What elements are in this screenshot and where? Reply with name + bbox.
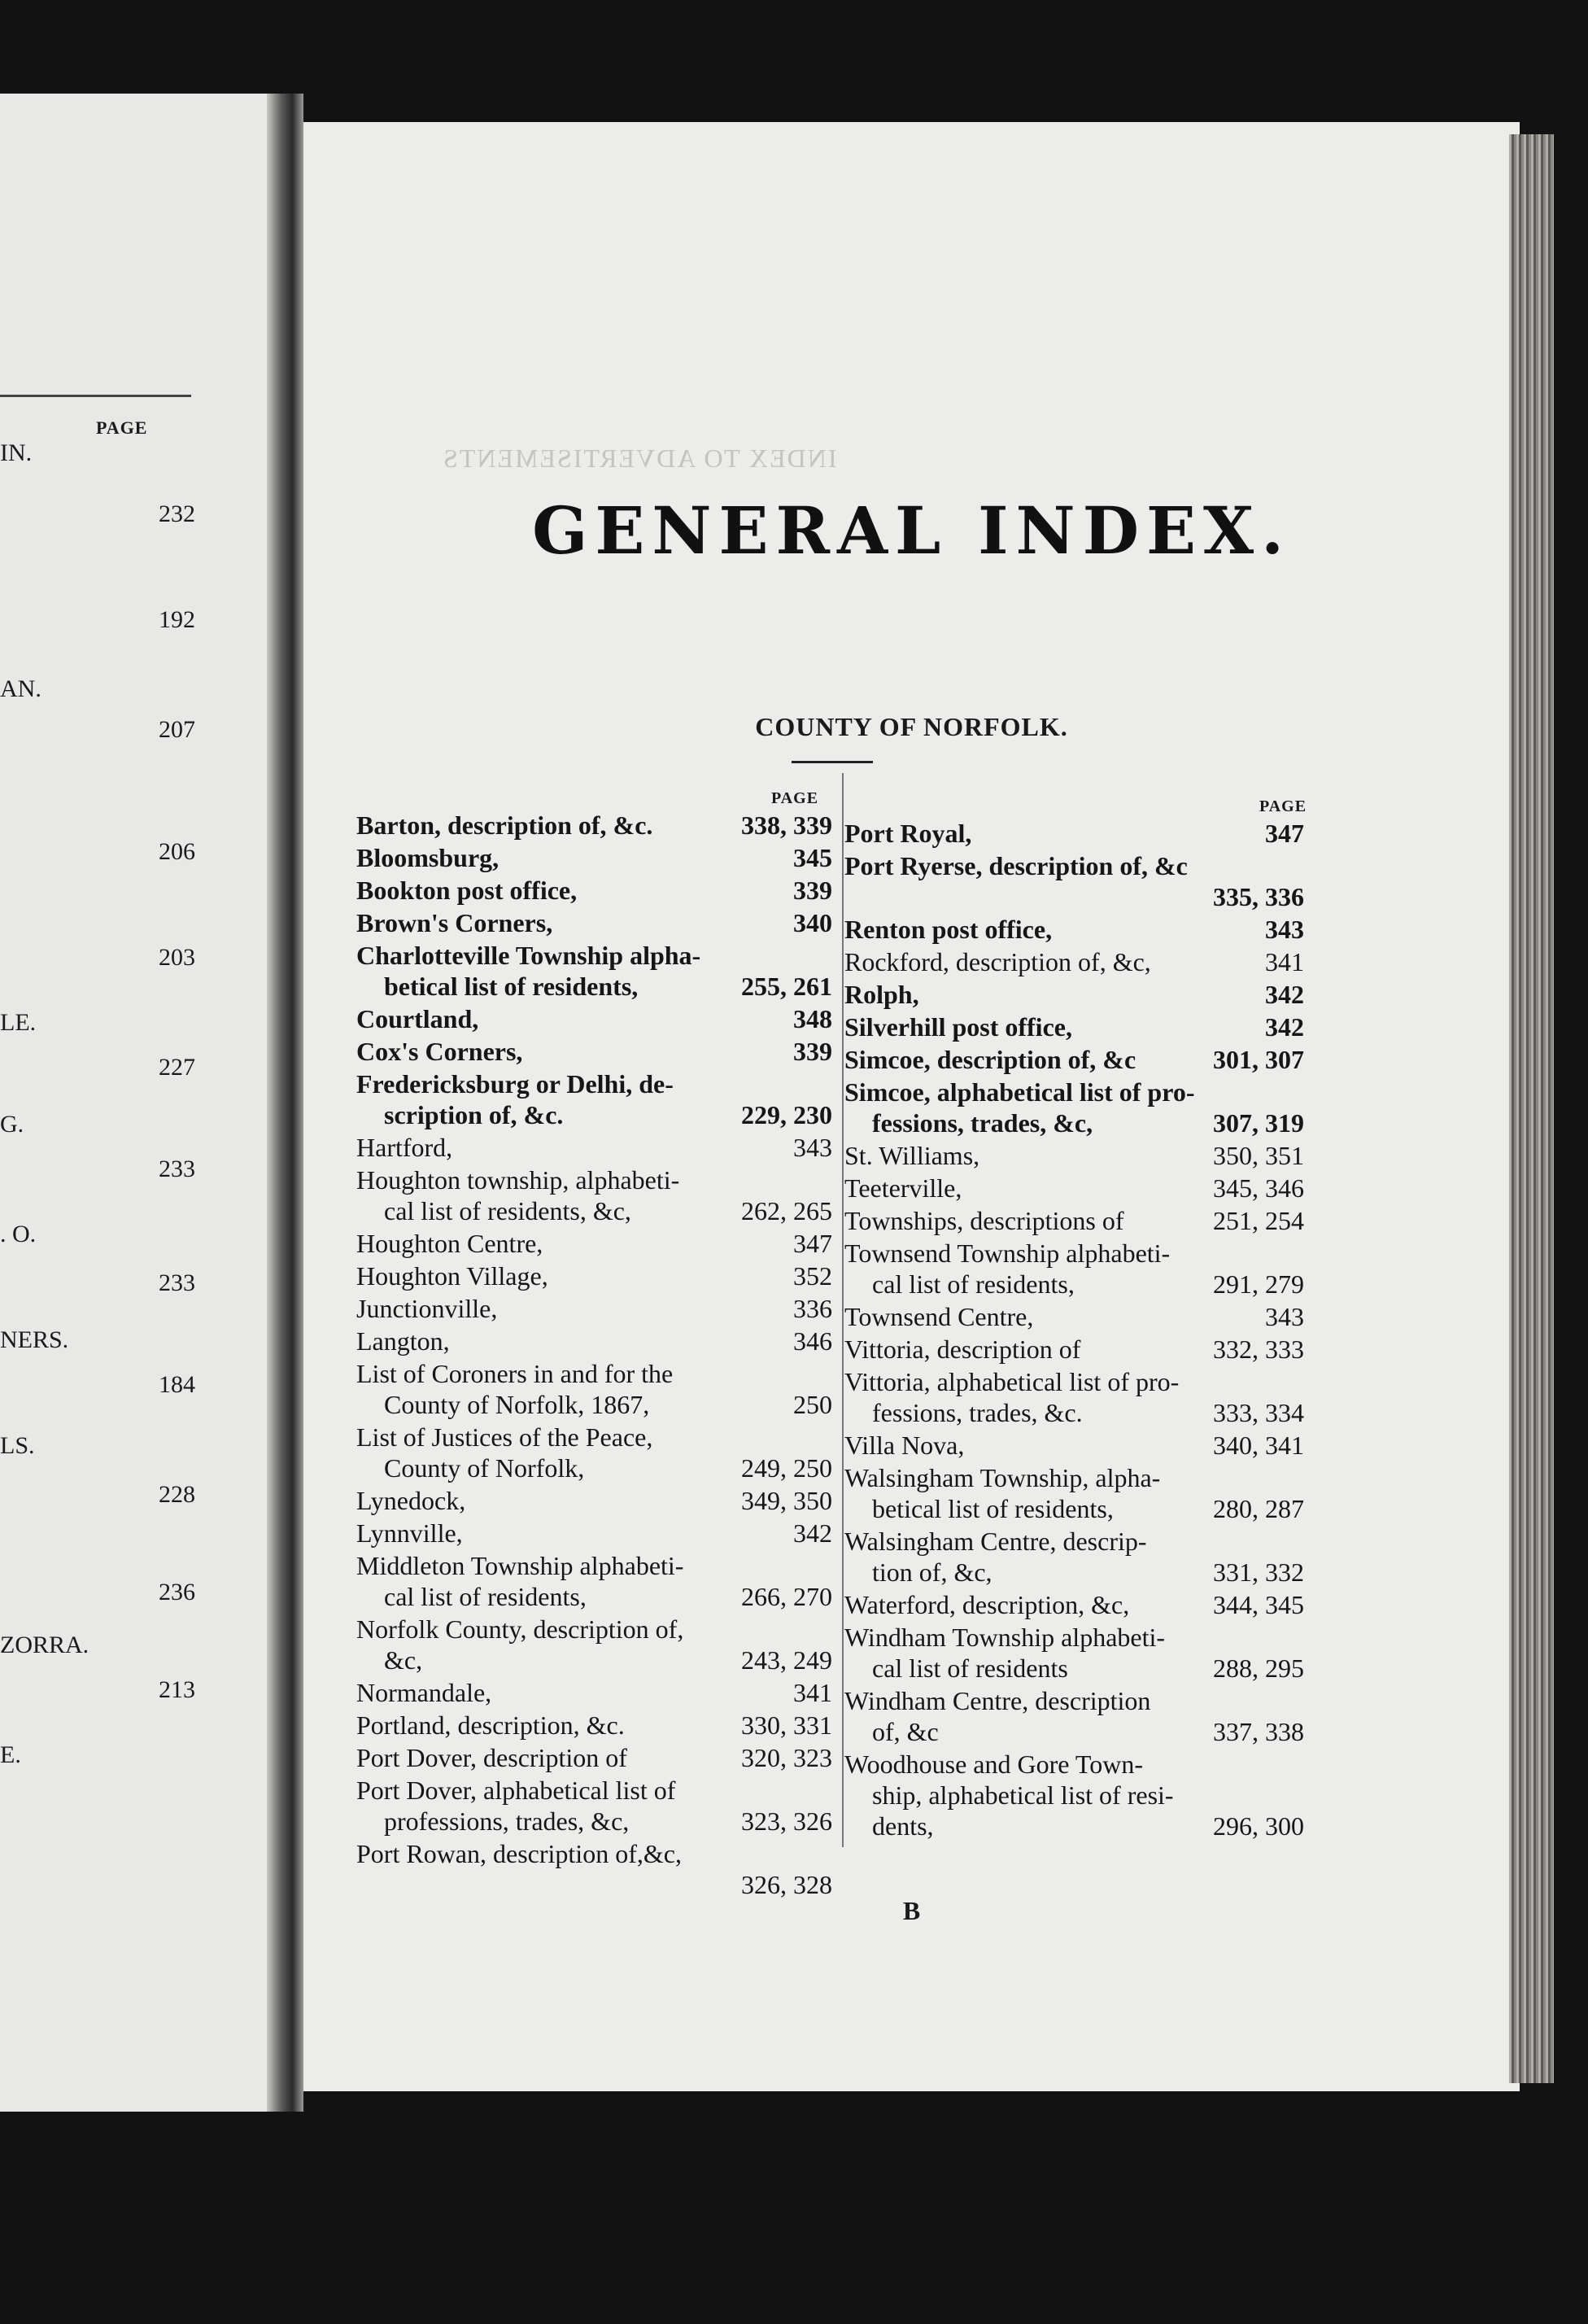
index-entry <box>356 810 832 841</box>
left-row-text: LS. <box>0 1432 35 1459</box>
entry-continuation: ship, alphabetical list of resi- <box>872 1780 1174 1810</box>
index-entry <box>356 1422 832 1483</box>
page-subtitle: COUNTY OF NORFOLK. <box>755 712 1068 741</box>
entry-text: Hartford, <box>356 1133 453 1162</box>
entry-continuation: betical list of residents, <box>384 972 639 1001</box>
index-entry <box>356 1228 832 1259</box>
entry-continuation: scription of, &c. <box>384 1100 564 1129</box>
index-entry <box>844 914 1304 945</box>
entry-continuation: cal list of residents, <box>384 1582 587 1611</box>
index-entry <box>356 1550 832 1612</box>
right-column-page-header: PAGE <box>1259 797 1307 815</box>
entry-page-number: 340 <box>793 908 832 937</box>
index-entry <box>844 1749 1304 1841</box>
index-entry <box>844 1685 1304 1747</box>
entry-text: Windham Township alphabeti- <box>844 1623 1166 1652</box>
index-entry <box>356 1518 832 1549</box>
entry-page-number: 301, 307 <box>1213 1045 1304 1074</box>
index-entry <box>356 1358 832 1420</box>
left-row-page: 227 <box>159 1054 195 1081</box>
left-row-page: 203 <box>159 944 195 971</box>
left-row-page: 233 <box>159 1155 195 1182</box>
entry-page-number: 347 <box>1265 819 1304 848</box>
index-entry <box>356 875 832 906</box>
index-entry <box>356 907 832 938</box>
index-page <box>303 122 1520 2091</box>
index-entry <box>356 842 832 873</box>
entry-continuation: professions, trades, &c, <box>384 1806 630 1836</box>
index-entry <box>356 1742 832 1773</box>
entry-text: Renton post office, <box>844 915 1053 944</box>
index-entry <box>356 1485 832 1516</box>
index-entry <box>844 1205 1304 1236</box>
entry-page-number: 338, 339 <box>741 810 832 840</box>
entry-page-number: 243, 249 <box>741 1645 832 1675</box>
index-entry <box>844 946 1304 977</box>
entry-text: Vittoria, alphabetical list of pro- <box>844 1367 1180 1396</box>
entry-page-number: 339 <box>793 876 832 905</box>
left-row-page: 232 <box>159 500 195 527</box>
index-entry <box>844 1366 1304 1428</box>
entry-page-number: 348 <box>793 1004 832 1033</box>
index-entry <box>356 1677 832 1708</box>
entry-text: Houghton Centre, <box>356 1229 543 1258</box>
entry-continuation: tion of, &c, <box>872 1557 992 1587</box>
index-entry <box>356 1132 832 1163</box>
entry-text: Townships, descriptions of <box>844 1206 1124 1235</box>
page-edges <box>1509 134 1554 2083</box>
entry-page-number: 352 <box>793 1261 832 1291</box>
subtitle-rule <box>792 761 873 763</box>
entry-page-number: 347 <box>793 1229 832 1258</box>
entry-page-number: 307, 319 <box>1213 1108 1304 1138</box>
left-row-page: 233 <box>159 1269 195 1296</box>
entry-text: Cox's Corners, <box>356 1037 523 1066</box>
left-row-page: 228 <box>159 1481 195 1508</box>
index-entry <box>844 1044 1304 1075</box>
index-entry <box>844 1622 1304 1684</box>
entry-text: Port Dover, description of <box>356 1743 627 1772</box>
entry-page-number: 344, 345 <box>1213 1590 1304 1619</box>
book-gutter <box>267 94 303 2112</box>
entry-text: Houghton Village, <box>356 1261 548 1291</box>
left-row-text: IN. <box>0 439 33 466</box>
entry-text: Norfolk County, description of, <box>356 1614 684 1644</box>
entry-text: Villa Nova, <box>844 1431 965 1460</box>
left-page-rule <box>0 395 191 397</box>
entry-page-number: 342 <box>1265 1012 1304 1042</box>
entry-continuation: cal list of residents, &c, <box>384 1196 631 1225</box>
index-entry <box>356 1838 832 1900</box>
entry-text: Port Ryerse, description of, &c <box>844 851 1188 880</box>
index-entry <box>356 1036 832 1067</box>
entry-text: Port Royal, <box>844 819 972 848</box>
entry-text: Fredericksburg or Delhi, de- <box>356 1069 674 1099</box>
entry-text: Walsingham Centre, descrip- <box>844 1527 1147 1556</box>
entry-page-number: 251, 254 <box>1213 1206 1304 1235</box>
entry-text: Waterford, description, &c, <box>844 1590 1130 1619</box>
index-entry <box>844 850 1304 912</box>
left-column-page-header: PAGE <box>771 789 819 807</box>
left-row-text: . O. <box>0 1221 37 1247</box>
entry-text: St. Williams, <box>844 1141 980 1170</box>
entry-continuation: &c, <box>384 1645 423 1675</box>
index-entry <box>356 1068 832 1130</box>
index-entry <box>844 979 1304 1010</box>
entry-text: Windham Centre, description <box>844 1686 1151 1715</box>
entry-continuation: cal list of residents <box>872 1653 1068 1683</box>
entry-page-number: 346 <box>793 1326 832 1356</box>
index-entry <box>844 1589 1304 1620</box>
entry-page-number: 343 <box>1265 915 1304 944</box>
entry-page-number: 250 <box>793 1390 832 1419</box>
left-row-text: E. <box>0 1741 21 1768</box>
entry-text: Courtland, <box>356 1004 479 1033</box>
entry-page-number: 323, 326 <box>741 1806 832 1836</box>
entry-page-number: 266, 270 <box>741 1582 832 1611</box>
entry-text: Walsingham Township, alpha- <box>844 1463 1161 1492</box>
signature-mark: B <box>902 1896 921 1925</box>
left-row-text: NERS. <box>0 1326 69 1353</box>
entry-text: List of Justices of the Peace, <box>356 1422 653 1452</box>
entry-page-number: 326, 328 <box>741 1870 832 1899</box>
entry-page-number: 341 <box>793 1678 832 1707</box>
index-entry <box>844 818 1304 849</box>
left-facing-page <box>0 94 267 2112</box>
index-entry <box>356 1260 832 1291</box>
entry-page-number: 343 <box>1265 1302 1304 1331</box>
entry-page-number: 337, 338 <box>1213 1717 1304 1746</box>
left-row-text: AN. <box>0 675 41 702</box>
entry-page-number: 331, 332 <box>1213 1557 1304 1587</box>
index-entry <box>844 1140 1304 1171</box>
index-entry <box>356 1614 832 1675</box>
page-title: GENERAL INDEX. <box>532 492 1291 569</box>
entry-text: Bookton post office, <box>356 876 578 905</box>
index-entry <box>844 1301 1304 1332</box>
index-entry <box>356 1003 832 1034</box>
index-entry <box>844 1238 1304 1300</box>
entry-text: Port Rowan, description of,&c, <box>356 1839 682 1868</box>
entry-continuation: of, &c <box>872 1717 939 1746</box>
index-entry <box>356 940 832 1002</box>
entry-page-number: 335, 336 <box>1213 882 1304 911</box>
entry-text: Normandale, <box>356 1678 492 1707</box>
entry-text: Simcoe, alphabetical list of pro- <box>844 1077 1195 1107</box>
entry-text: Middleton Township alphabeti- <box>356 1551 684 1580</box>
entry-page-number: 342 <box>793 1518 832 1548</box>
entry-text: Junctionville, <box>356 1294 498 1323</box>
entry-continuation: County of Norfolk, 1867, <box>384 1390 650 1419</box>
entry-page-number: 340, 341 <box>1213 1431 1304 1460</box>
entry-continuation: cal list of residents, <box>872 1269 1075 1299</box>
entry-page-number: 249, 250 <box>741 1453 832 1483</box>
entry-text: List of Coroners in and for the <box>356 1359 674 1388</box>
index-entry <box>844 1462 1304 1524</box>
entry-page-number: 288, 295 <box>1213 1653 1304 1683</box>
entry-page-number: 339 <box>793 1037 832 1066</box>
index-entry <box>844 1011 1304 1042</box>
entry-text: Houghton township, alphabeti- <box>356 1165 680 1195</box>
left-row-page: 184 <box>159 1371 195 1398</box>
entry-text: Charlotteville Township alpha- <box>356 941 701 970</box>
entry-text: Barton, description of, &c. <box>356 810 653 840</box>
entry-page-number: 342 <box>1265 980 1304 1009</box>
entry-page-number: 296, 300 <box>1213 1811 1304 1841</box>
entry-page-number: 349, 350 <box>741 1486 832 1515</box>
entry-text: Woodhouse and Gore Town- <box>844 1750 1143 1779</box>
index-entry <box>844 1173 1304 1204</box>
entry-text: Port Dover, alphabetical list of <box>356 1776 676 1805</box>
index-entry <box>356 1710 832 1741</box>
entry-page-number: 255, 261 <box>741 972 832 1001</box>
entry-page-number: 333, 334 <box>1213 1398 1304 1427</box>
left-row-page: 207 <box>159 716 195 743</box>
entry-text: Lynedock, <box>356 1486 466 1515</box>
entry-page-number: 280, 287 <box>1213 1494 1304 1523</box>
index-entry <box>356 1326 832 1356</box>
entry-page-number: 350, 351 <box>1213 1141 1304 1170</box>
entry-text: Townsend Centre, <box>844 1302 1034 1331</box>
entry-text: Portland, description, &c. <box>356 1710 625 1740</box>
entry-continuation: County of Norfolk, <box>384 1453 585 1483</box>
index-entry <box>356 1775 832 1837</box>
index-entry <box>844 1334 1304 1365</box>
entry-text: Langton, <box>356 1326 450 1356</box>
entry-page-number: 336 <box>793 1294 832 1323</box>
left-row-page: 206 <box>159 838 195 865</box>
entry-continuation: dents, <box>872 1811 934 1841</box>
entry-text: Rockford, description of, &c, <box>844 947 1151 976</box>
entry-text: Teeterville, <box>844 1173 962 1203</box>
index-entry <box>844 1077 1304 1138</box>
left-row-page: 213 <box>159 1676 195 1703</box>
entry-continuation: fessions, trades, &c, <box>872 1108 1093 1138</box>
entry-page-number: 345 <box>793 843 832 872</box>
entry-text: Brown's Corners, <box>356 908 553 937</box>
entry-text: Bloomsburg, <box>356 843 500 872</box>
left-page-header: PAGE <box>96 417 148 438</box>
entry-page-number: 345, 346 <box>1213 1173 1304 1203</box>
entry-continuation: betical list of residents, <box>872 1494 1114 1523</box>
left-row-text: ZORRA. <box>0 1632 89 1658</box>
entry-page-number: 320, 323 <box>741 1743 832 1772</box>
entry-page-number: 262, 265 <box>741 1196 832 1225</box>
entry-page-number: 291, 279 <box>1213 1269 1304 1299</box>
entry-text: Rolph, <box>844 980 919 1009</box>
index-entry <box>844 1430 1304 1461</box>
bleed-through-text: INDEX TO ADVERTISEMENTS <box>442 443 837 473</box>
entry-continuation: fessions, trades, &c. <box>872 1398 1083 1427</box>
entry-text: Silverhill post office, <box>844 1012 1072 1042</box>
entry-page-number: 332, 333 <box>1213 1335 1304 1364</box>
entry-page-number: 343 <box>793 1133 832 1162</box>
entry-page-number: 341 <box>1265 947 1304 976</box>
entry-text: Vittoria, description of <box>844 1335 1081 1364</box>
entry-page-number: 330, 331 <box>741 1710 832 1740</box>
index-entry <box>844 1526 1304 1588</box>
index-entry <box>356 1293 832 1324</box>
left-row-text: G. <box>0 1111 24 1138</box>
entry-text: Townsend Township alphabeti- <box>844 1238 1171 1268</box>
entry-text: Simcoe, description of, &c <box>844 1045 1136 1074</box>
index-entry <box>356 1164 832 1226</box>
entry-text: Lynnville, <box>356 1518 463 1548</box>
entry-page-number: 229, 230 <box>741 1100 832 1129</box>
left-row-page: 192 <box>159 606 195 633</box>
left-row-page: 236 <box>159 1579 195 1605</box>
left-row-text: LE. <box>0 1009 37 1036</box>
column-divider <box>842 773 844 1847</box>
